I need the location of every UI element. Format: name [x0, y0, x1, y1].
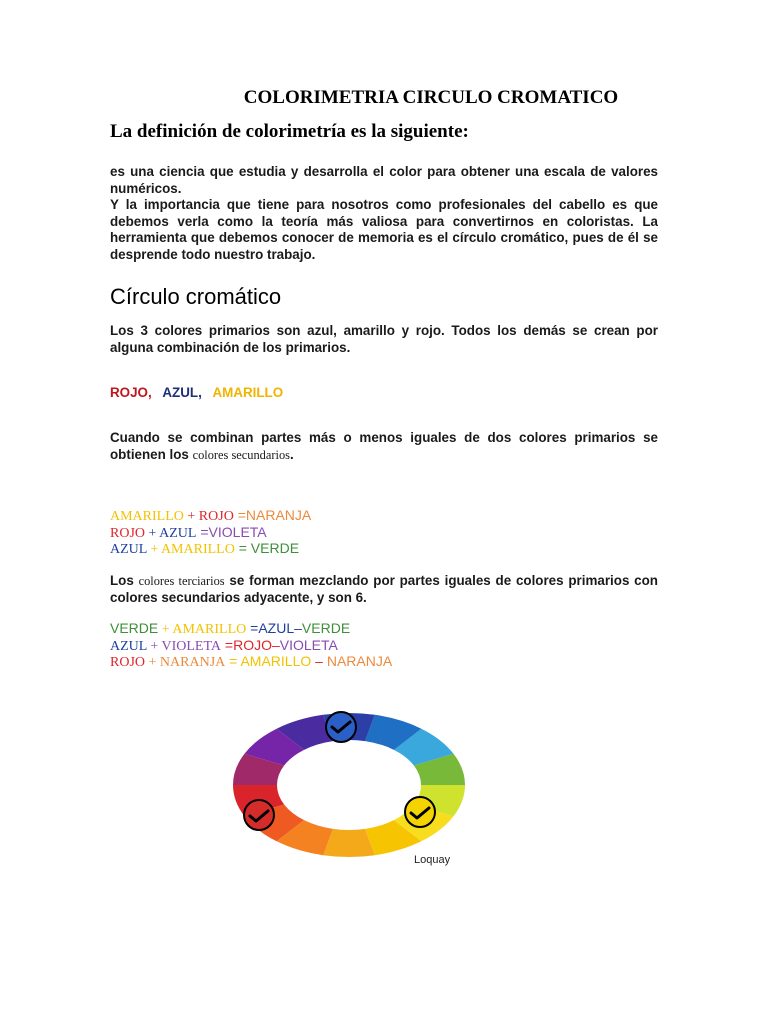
mix-row — [110, 540, 299, 559]
mix-dash: – — [294, 620, 302, 636]
primary-rojo: ROJO — [110, 385, 148, 400]
mix-color-b: AZUL — [159, 525, 197, 541]
mix-color-b: NARANJA — [159, 655, 226, 670]
mix-equals: = — [196, 523, 209, 540]
primaries-paragraph: Los 3 colores primarios son azul, amarillo y rojo. Todos los demás se crean por alguna combinación de los primarios. — [110, 323, 658, 355]
secondary-period: . — [289, 446, 294, 462]
mix-plus: + — [145, 525, 160, 541]
primary-azul: AZUL — [162, 385, 199, 400]
tertiary-text-end: se forman mezclando por partes iguales de colores primarios con colores secundarios adyacente, y son 6. — [110, 573, 658, 605]
mix-color-a: ROJO — [110, 525, 146, 541]
wheel-signature: Loquay — [414, 854, 451, 866]
mix-equals: = — [246, 620, 259, 636]
intro-line-2: Y la importancia que tiene para nosotros como profesionales del cabello es que debemos verla como la teoría más valiosa para convertirnos en coloristas. La herramienta que debemos conocer de memoria es el círculo cromático, pues de él se desprende todo nuestro trabajo. — [110, 197, 658, 262]
intro-paragraph — [110, 164, 658, 263]
mix-result-2: NARANJA — [326, 653, 393, 669]
tertiary-paragraph — [110, 573, 658, 606]
mix-result-2: VIOLETA — [279, 636, 338, 653]
mix-equals: = — [225, 653, 241, 669]
mix-result-1: AZUL — [258, 620, 295, 636]
mix-result-1: ROJO — [233, 636, 272, 653]
mix-plus: + — [145, 655, 160, 670]
separator: , — [147, 385, 152, 400]
mix-color-b: VIOLETA — [161, 638, 221, 654]
separator: , — [198, 385, 202, 400]
mix-dash: – — [311, 653, 327, 669]
mix-color-a: AZUL — [110, 542, 147, 557]
intro-line-1: es una ciencia que estudia y desarrolla el color para obtener una escala de valores numéricos. — [110, 164, 658, 196]
secondary-text: Cuando se combinan partes más o menos iguales de dos colores primarios se obtienen los — [110, 430, 658, 462]
mix-equals: = — [233, 507, 246, 523]
mix-color-b: AMARILLO — [160, 542, 235, 557]
color-wheel-image — [224, 700, 474, 868]
mix-result-2: VERDE — [301, 620, 351, 636]
mix-result-1: AMARILLO — [240, 653, 312, 669]
mix-equals: = — [221, 636, 234, 653]
mix-result: VIOLETA — [208, 523, 267, 540]
mix-plus: + — [146, 542, 161, 557]
mix-dash: – — [271, 636, 280, 653]
tertiary-text-start: Los — [110, 573, 139, 588]
check-badge-yellow — [405, 797, 435, 827]
definition-heading: La definición de colorimetría es la siguiente: — [110, 121, 469, 142]
mix-color-a: AZUL — [110, 638, 147, 654]
mix-plus: + — [158, 622, 173, 637]
primaries-list — [110, 385, 283, 402]
mix-color-a: VERDE — [110, 620, 159, 636]
mix-plus: + — [146, 638, 162, 654]
section-heading: Círculo cromático — [110, 284, 282, 309]
secondary-term: colores secundarios — [192, 447, 290, 462]
mix-plus: + — [183, 509, 199, 524]
check-badge-blue — [326, 712, 356, 742]
mix-equals: = — [234, 540, 251, 556]
mix-color-a: AMARILLO — [110, 509, 184, 524]
tertiary-term: colores terciarios — [138, 574, 225, 588]
secondary-paragraph — [110, 430, 658, 463]
mix-color-b: ROJO — [198, 509, 234, 524]
mix-result: VERDE — [250, 540, 300, 556]
check-badge-red — [244, 800, 274, 830]
mix-result: NARANJA — [245, 507, 312, 523]
primary-amarillo: AMARILLO — [212, 385, 284, 400]
page-title: COLORIMETRIA CIRCULO CROMATICO — [243, 87, 619, 108]
mix-color-a: ROJO — [110, 655, 146, 670]
mix-color-b: AMARILLO — [172, 622, 247, 637]
mix-row — [110, 653, 392, 672]
